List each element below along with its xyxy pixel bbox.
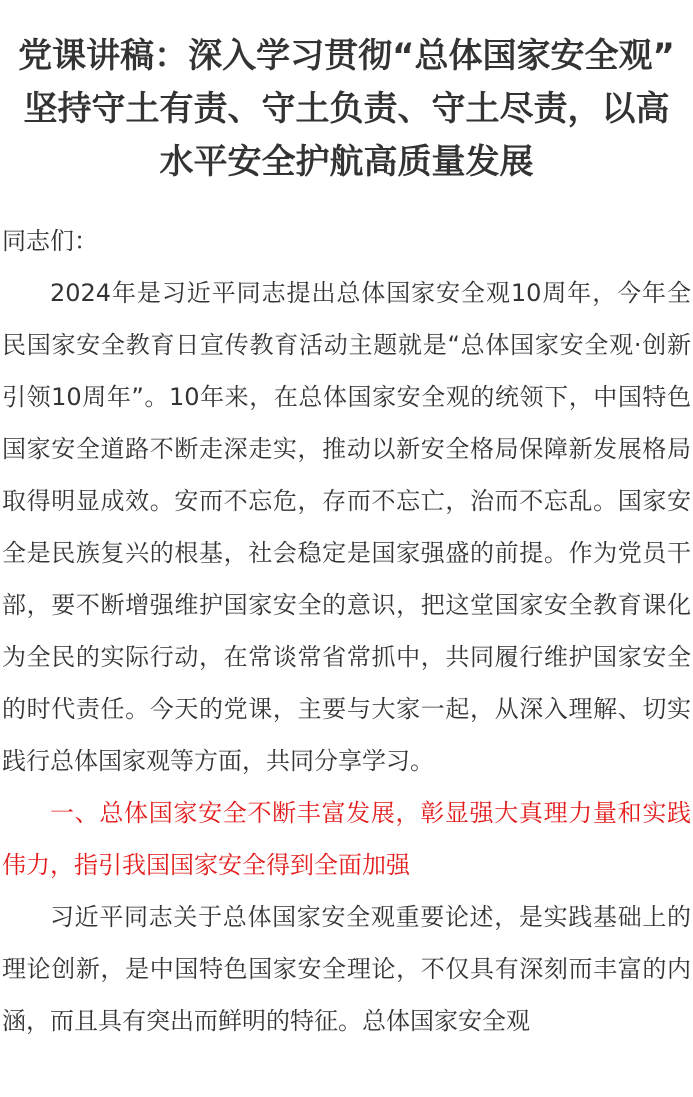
section-heading: 一、总体国家安全不断丰富发展，彰显强大真理力量和实践伟力，指引我国国家安全得到全面加强	[2, 799, 691, 879]
title-line-1: 党课讲稿：深入学习贯彻“总体国家安全观”	[18, 36, 675, 76]
title-line-3: 水平安全护航高质量发展	[159, 142, 534, 182]
salutation: 同志们：	[2, 227, 98, 255]
title-line-2: 坚持守土有责、守土负责、守土尽责，以高	[23, 89, 670, 129]
document-body	[2, 215, 691, 1047]
intro-paragraph: 2024年是习近平同志提出总体国家安全观10周年，今年全民国家安全教育日宣传教育活动主题就是“总体国家安全观·创新引领10周年”。10年来，在总体国家安全观的统领下，中国特色国家安全道路不断走深走实，推动以新安全格局保障新发展格局取得明显成效。安而不忘危，存而不忘亡，治而不忘乱。国家安全是民族复兴的根基，社会稳定是国家强盛的前提。作为党员干部，要不断增强维护国家安全的意识，把这堂国家安全教育课化为全民的实际行动，在常谈常省常抓中，共同履行维护国家安全的时代责任。今天的党课，主要与大家一起，从深入理解、切实践行总体国家观等方面，共同分享学习。	[2, 279, 691, 775]
section-paragraph: 习近平同志关于总体国家安全观重要论述，是实践基础上的理论创新，是中国特色国家安全理论，不仅具有深刻而丰富的内涵，而且具有突出而鲜明的特征。总体国家安全观	[2, 903, 691, 1035]
document-title	[2, 30, 691, 189]
